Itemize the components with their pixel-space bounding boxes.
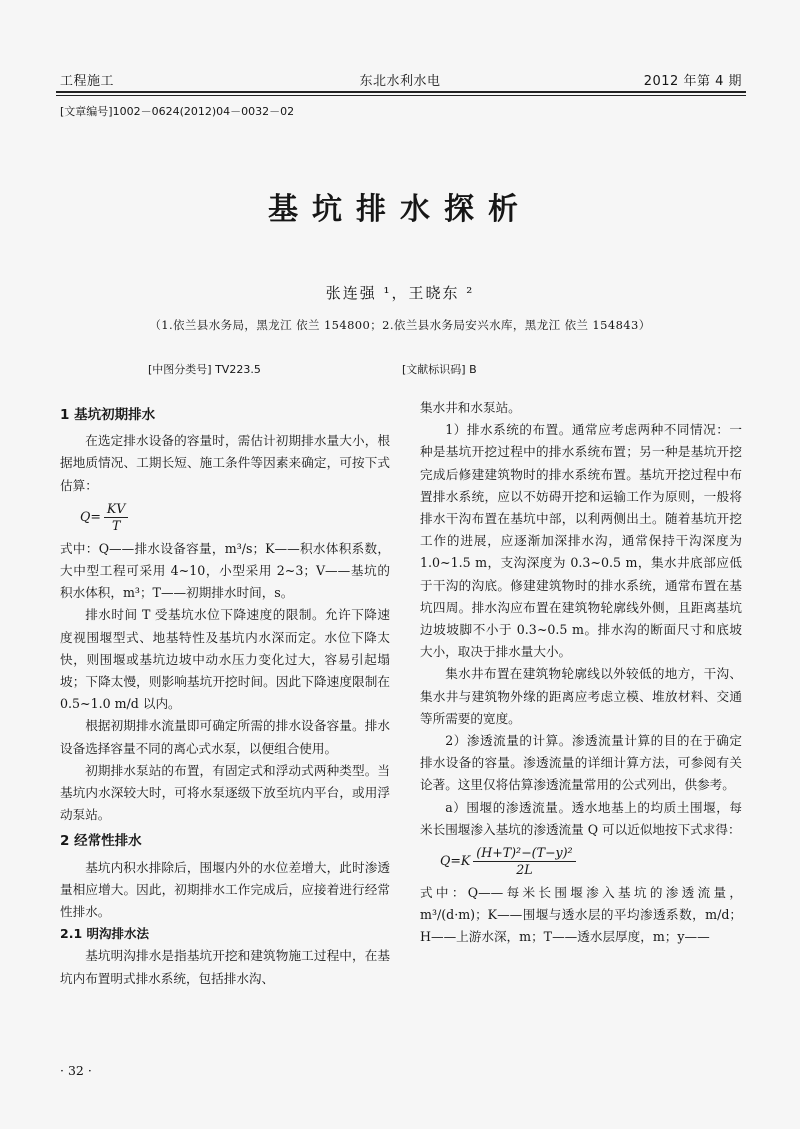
formula-2-numerator: (H+T)²−(T−y)² — [473, 845, 575, 862]
section-2-heading: 2 经常性排水 — [60, 833, 142, 850]
page-number: · 32 · — [60, 1063, 92, 1078]
paragraph: 初期排水泵站的布置，有固定式和浮动式两种类型。当基坑内水深较大时，可将水泵逐级下放至坑内平台，或用浮动泵站。 — [60, 762, 390, 823]
paragraph: a）围堰的渗透流量。透水地基上的均质土围堰，每米长围堰渗入基坑的渗透流量 Q 可以近似地按下式求得： — [420, 799, 742, 837]
formula-1-fraction — [104, 501, 129, 534]
paragraph: 2）渗透流量的计算。渗透流量计算的目的在于确定排水设备的容量。渗透流量的详细计算方法，可参阅有关论著。这里仅将估算渗透流量常用的公式列出，供参考。 — [420, 733, 742, 793]
paragraph: 1）排水系统的布置。通常应考虑两种不同情况：一种是基坑开挖过程中的排水系统布置；另一种是基坑开挖完成后修建建筑物时的排水系统布置。基坑开挖过程中布置排水系统，应以不妨碍开挖和运输工作为原则，一般将排水干沟布置在基坑中部，以利两侧出土。随着基坑开挖工作的进展，应逐渐加深排水沟，通常保持干沟深度为 1.0~1.5 m，支沟深度为 0.3~0.5 m，集水井底部应低于干沟的沟底。修建建筑物时的排水系统，通常布置在基坑四周。排水沟应布置在建筑物轮廓线外侧，且距离基坑边坡坡脚不小于 0.3~0.5 m。排水沟的断面尺寸和底坡大小，取决于排水量大小。 — [420, 422, 742, 660]
paragraph: 集水井和水泵站。 — [420, 400, 521, 415]
paragraph: 式中：Q——排水设备容量，m³/s；K——积水体积系数，大中型工程可采用 4~10，小型采用 2~3；V——基坑的积水体积，m³；T——初期排水时间，s。 — [60, 540, 390, 601]
formula-2-lhs: Q=K — [440, 853, 471, 869]
formula-1-lhs: Q= — [80, 509, 101, 525]
affiliation: （1.依兰县水务局，黑龙江 依兰 154800；2.依兰县水务局安兴水库，黑龙江 依兰 154843） — [149, 318, 651, 332]
paragraph: 排水时间 T 受基坑水位下降速度的限制。允许下降速度视围堰型式、地基特性及基坑内水深而定。水位下降太快，则围堰或基坑边坡中动水压力变化过大，容易引起塌坡；下降太慢，则影响基坑开挖时间。因此下降速度限制在 0.5~1.0 m/d 以内。 — [60, 607, 390, 712]
document-code: [文献标识码] B — [402, 363, 477, 376]
formula-1-numerator: KV — [104, 501, 129, 518]
paragraph: 式中：Q——每米长围堰渗入基坑的渗透流量，m³/(d·m)；K——围堰与透水层的平均渗透系数，m/d；H——上游水深，m；T——透水层厚度，m；y—— — [420, 885, 742, 945]
section-2-1-heading: 2.1 明沟排水法 — [60, 926, 149, 942]
paragraph: 集水井布置在建筑物轮廓线以外较低的地方，干沟、集水井与建筑物外缘的距离应考虑立模、堆放材料、交通等所需要的宽度。 — [420, 666, 742, 726]
paragraph: 基坑内积水排除后，围堰内外的水位差增大，此时渗透量相应增大。因此，初期排水工作完成后，应接着进行经常性排水。 — [60, 859, 390, 920]
formula-1-denominator: T — [111, 517, 121, 533]
header-journal: 东北水利水电 — [359, 74, 441, 89]
right-column — [420, 397, 742, 949]
authors: 张连强 ¹，王晓东 ² — [325, 284, 475, 302]
left-column — [60, 400, 390, 990]
header-section: 工程施工 — [60, 74, 115, 89]
paragraph: 基坑明沟排水是指基坑开挖和建筑物施工过程中，在基坑内布置明式排水系统，包括排水沟、 — [60, 948, 390, 986]
paragraph: 根据初期排水流量即可确定所需的排水设备容量。排水设备选择容量不同的离心式水泵，以便组合使用。 — [60, 718, 390, 756]
formula-2-fraction — [473, 845, 575, 878]
formula-1 — [60, 501, 390, 534]
clc-number: [中图分类号] TV223.5 — [148, 363, 261, 376]
paragraph: 在选定排水设备的容量时，需估计初期排水量大小，根据地质情况、工期长短、施工条件等因素来确定，可按下式估算： — [60, 433, 390, 493]
formula-2-denominator: 2L — [516, 862, 533, 878]
formula-2 — [420, 845, 742, 878]
header-issue: 2012 年第 4 期 — [643, 74, 742, 89]
section-1-heading: 1 基坑初期排水 — [60, 407, 156, 423]
header-rule-thick — [56, 91, 746, 93]
article-number: [文章编号]1002－0624(2012)04－0032－02 — [60, 105, 295, 118]
article-title: 基坑排水探析 — [268, 192, 532, 227]
header-rule-thin — [56, 95, 746, 96]
